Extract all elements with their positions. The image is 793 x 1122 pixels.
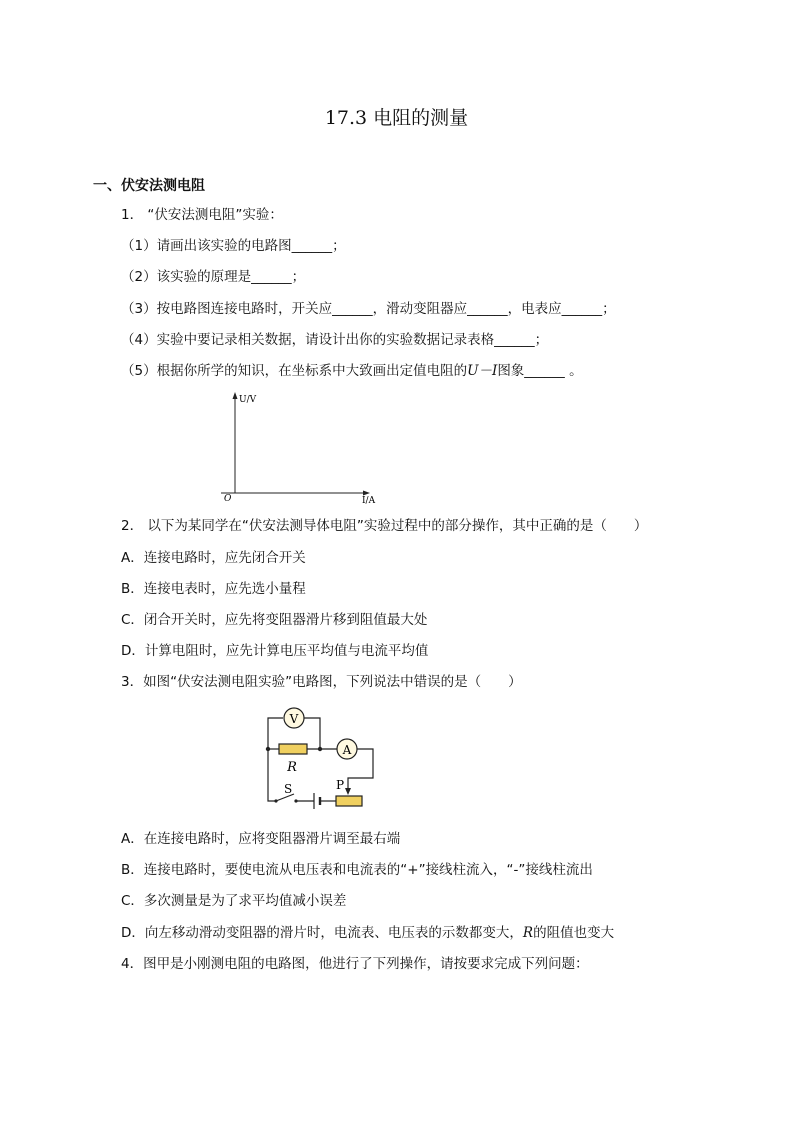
switch-contact [294, 799, 297, 802]
q1-stem: 1． “伏安法测电阻”实验： [121, 207, 283, 223]
junction-dot [266, 747, 270, 751]
y-axis-arrow [233, 392, 238, 399]
q2-option-d: D．计算电阻时，应先计算电压平均值与电流平均值 [121, 643, 429, 659]
q3-option-a: A．在连接电路时，应将变阻器滑片调至最右端 [121, 831, 401, 847]
resistor [279, 744, 307, 754]
q2-option-c: C．闭合开关时，应先将变阻器滑片移到阻值最大处 [121, 612, 428, 628]
x-axis-label: I/A [362, 496, 376, 506]
q3-option-c: C．多次测量是为了求平均值减小误差 [121, 893, 347, 909]
junction-dot [318, 747, 322, 751]
q3-option-d [121, 924, 614, 942]
q3-stem: 3．如图“伏安法测电阻实验”电路图，下列说法中错误的是（ ） [121, 674, 522, 690]
q1-part-1: （1）请画出该实验的电路图______； [121, 238, 346, 254]
ammeter-label: A [342, 743, 352, 757]
q1-part-5-prefix: （5）根据你所学的知识，在坐标系中大致画出定值电阻的 [121, 363, 468, 379]
q3-option-d-prefix: D．向左移动滑动变阻器的滑片时，电流表、电压表的示数都变大， [121, 925, 523, 941]
q1-part-5-suffix: 图象______ 。 [497, 363, 583, 379]
page-title: 17.3 电阻的测量 [324, 107, 469, 129]
q2-stem: 2． 以下为某同学在“伏安法测导体电阻”实验过程中的部分操作，其中正确的是（ ） [121, 518, 648, 534]
q1-part-2: （2）该实验的原理是______； [121, 269, 306, 285]
origin-label: O [224, 494, 232, 504]
ui-graph [215, 390, 385, 505]
y-axis-label: U/V [239, 395, 257, 405]
q1-part-4: （4）实验中要记录相关数据，请设计出你的实验数据记录表格______； [121, 332, 549, 348]
q1-part-5 [121, 362, 583, 380]
left-branch-wire [268, 749, 276, 801]
rheostat [336, 796, 362, 806]
slider-arrow [345, 788, 351, 795]
slider-label: P [336, 778, 345, 792]
q2-option-a: A．连接电路时，应先闭合开关 [121, 550, 306, 566]
q3-option-d-var: R [522, 925, 534, 941]
voltmeter-label: V [289, 712, 299, 726]
q4-stem: 4．图甲是小刚测电阻的电路图，他进行了下列操作，请按要求完成下列问题： [121, 956, 589, 972]
q1-part-3: （3）按电路图连接电路时，开关应______，滑动变阻器应______，电表应______； [121, 301, 616, 317]
q3-option-b: B．连接电路时，要使电流从电压表和电流表的“+”接线柱流入，“-”接线柱流出 [121, 862, 593, 878]
q1-part-5-var: U－I [467, 363, 498, 379]
switch-contact [274, 799, 277, 802]
resistor-label: R [287, 760, 297, 775]
circuit-diagram [258, 702, 373, 814]
switch-label: S [284, 782, 293, 796]
q3-option-d-suffix: 的阻值也变大 [533, 925, 615, 941]
q2-option-b: B．连接电表时，应先选小量程 [121, 581, 306, 597]
section-heading: 一、伏安法测电阻 [93, 178, 205, 194]
x-axis-arrow [363, 491, 370, 496]
